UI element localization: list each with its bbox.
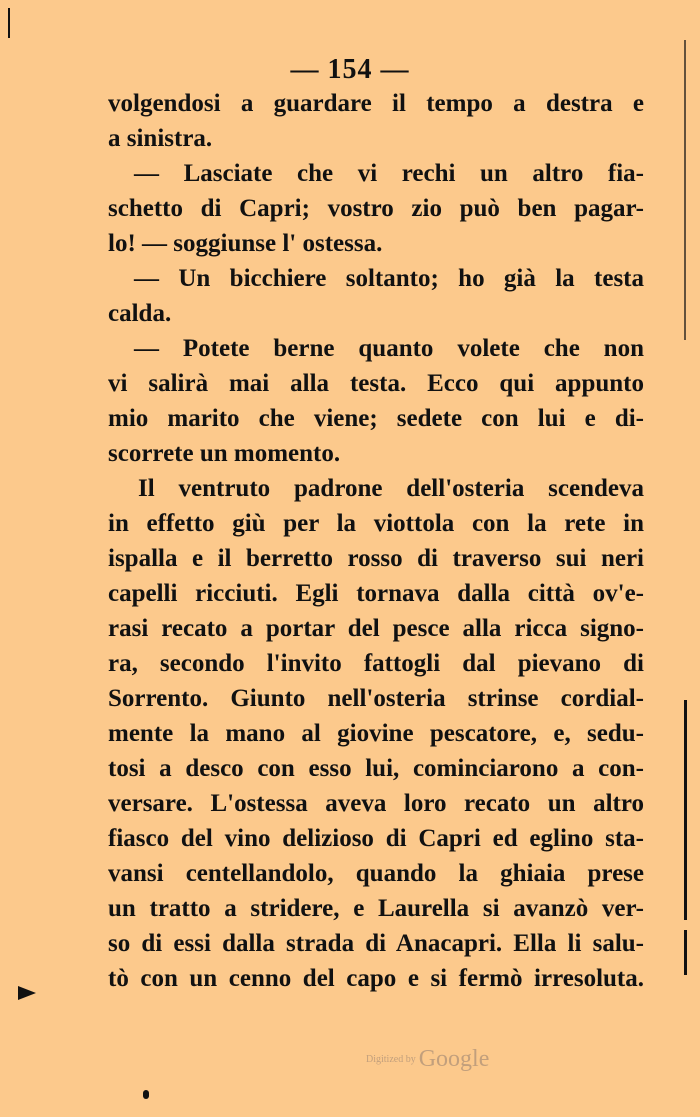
scan-edge-mark [18, 986, 36, 1000]
text-line: vansi centellandolo, quando la ghiaia prese [108, 860, 644, 887]
text-line: Sorrento. Giunto nell'osteria strinse cordial- [108, 685, 644, 712]
text-line: scorrete un momento. [108, 440, 341, 467]
scan-edge-mark [684, 930, 687, 975]
text-line: capelli ricciuti. Egli tornava dalla città ov'e- [108, 580, 644, 607]
text-line: — Potete berne quanto volete che non [134, 335, 644, 362]
text-line: un tratto a stridere, e Laurella si avanzò ver- [108, 895, 644, 922]
text-line: mente la mano al giovine pescatore, e, sedu- [108, 720, 644, 747]
text-line: fiasco del vino delizioso di Capri ed eglino sta- [108, 825, 644, 852]
body-text [108, 86, 644, 996]
text-line: ra, secondo l'invito fattogli dal pievano di [108, 650, 644, 677]
text-line: tò con un cenno del capo e si fermò irresoluta. [108, 965, 644, 992]
page-number: — 154 — [290, 54, 410, 85]
text-line: in effetto giù per la viottola con la rete in [108, 510, 644, 537]
text-line: mio marito che viene; sedete con lui e di- [108, 405, 644, 432]
scan-edge-mark [8, 8, 10, 38]
text-line: Il ventruto padrone dell'osteria scendeva [138, 475, 644, 502]
text-line: — Un bicchiere soltanto; ho già la testa [134, 265, 644, 292]
text-line: tosi a desco con esso lui, cominciarono a con- [108, 755, 644, 782]
digitized-watermark [366, 1046, 489, 1073]
text-line: vi salirà mai alla testa. Ecco qui appunto [108, 370, 644, 397]
text-line: a sinistra. [108, 125, 213, 152]
ink-spot [143, 1090, 149, 1099]
text-line: — Lasciate che vi rechi un altro fia- [134, 160, 644, 187]
text-line: volgendosi a guardare il tempo a destra e [108, 90, 644, 117]
watermark-brand: Google [418, 1046, 490, 1072]
text-line: calda. [108, 300, 172, 327]
text-line: ispalla e il berretto rosso di traverso sui neri [108, 545, 644, 572]
text-line: versare. L'ostessa aveva loro recato un altro [108, 790, 644, 817]
text-line: rasi recato a portar del pesce alla ricca signo- [108, 615, 644, 642]
text-line: lo! — soggiunse l' ostessa. [108, 230, 383, 257]
watermark-prefix: Digitized by [366, 1054, 416, 1065]
text-line: schetto di Capri; vostro zio può ben pagar- [108, 195, 644, 222]
text-line: so di essi dalla strada di Anacapri. Ella li salu- [108, 930, 644, 957]
scan-edge-mark [684, 700, 687, 920]
